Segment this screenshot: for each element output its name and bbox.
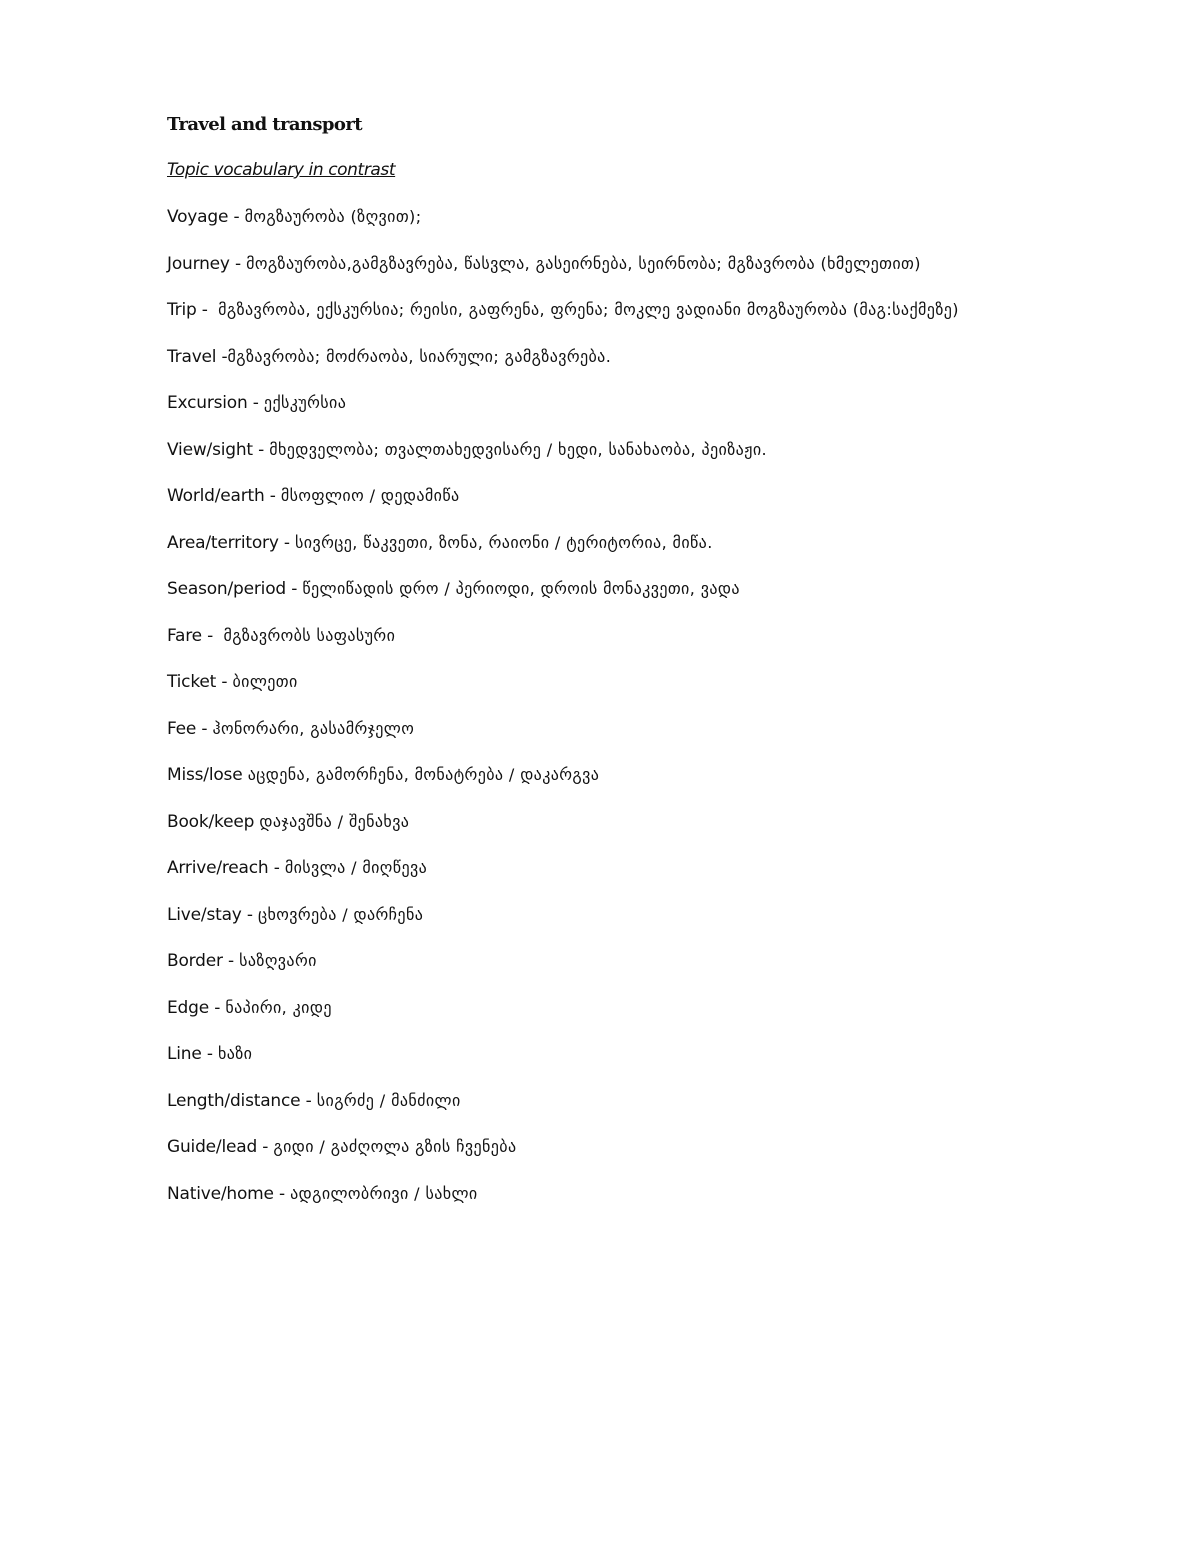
vocabulary-separator: - xyxy=(247,393,264,413)
vocabulary-definition: სივრცე, წაკვეთი, ზონა, რაიონი / ტერიტორია, მიწა. xyxy=(295,532,713,552)
vocabulary-term: Travel xyxy=(167,346,217,367)
vocabulary-definition: მგზავრობა; მოძრაობა, სიარული; გამგზავრება. xyxy=(227,346,612,366)
vocabulary-definition: დაჯავშნა / შენახვა xyxy=(259,811,410,831)
vocabulary-definition: მისვლა / მიღწევა xyxy=(284,858,428,877)
vocabulary-entry xyxy=(167,855,1177,902)
vocabulary-definition: ხაზი xyxy=(217,1044,253,1063)
vocabulary-definition: მოგზაურობა (ზღვით); xyxy=(244,207,422,226)
vocabulary-term: Live/stay xyxy=(167,904,242,925)
vocabulary-term: Length/distance xyxy=(167,1090,301,1111)
vocabulary-definition: ცხოვრება / დარჩენა xyxy=(258,904,424,924)
vocabulary-separator: - xyxy=(257,1137,274,1157)
vocabulary-separator: - xyxy=(268,858,285,878)
vocabulary-definition: საზღვარი xyxy=(239,951,317,970)
vocabulary-separator: - xyxy=(216,346,228,367)
vocabulary-entry xyxy=(167,1181,1177,1228)
vocabulary-definition: ბილეთი xyxy=(232,672,298,691)
vocabulary-entry xyxy=(167,809,1177,856)
vocabulary-definition: მსოფლიო / დედამიწა xyxy=(280,486,460,505)
vocabulary-list xyxy=(167,204,1177,1227)
vocabulary-entry xyxy=(167,948,1177,995)
vocabulary-definition: მოგზაურობა,გამგზავრება, წასვლა, გასეირნება, სეირნობა; მგზავრობა (ხმელეთით) xyxy=(246,253,921,273)
vocabulary-entry xyxy=(167,483,1177,530)
vocabulary-separator: - xyxy=(229,253,247,274)
vocabulary-separator: - xyxy=(201,625,224,646)
vocabulary-entry xyxy=(167,1134,1177,1181)
vocabulary-entry xyxy=(167,716,1177,763)
vocabulary-term: Book/keep xyxy=(167,811,255,832)
vocabulary-definition: ჰონორარი, გასამრჯელო xyxy=(212,718,415,738)
vocabulary-term: Voyage xyxy=(167,207,229,227)
vocabulary-entry xyxy=(167,576,1177,623)
vocabulary-term: Native/home xyxy=(167,1183,274,1204)
vocabulary-definition: წელიწადის დრო / პერიოდი, დროის მონაკვეთი, ვადა xyxy=(302,579,740,598)
vocabulary-term: Area/territory xyxy=(167,532,279,553)
vocabulary-separator: - xyxy=(228,207,245,227)
document-subtitle: Topic vocabulary in contrast xyxy=(167,160,396,180)
vocabulary-entry xyxy=(167,437,1177,484)
vocabulary-definition: ექსკურსია xyxy=(263,393,347,412)
vocabulary-entry xyxy=(167,251,1177,298)
vocabulary-entry xyxy=(167,390,1177,437)
vocabulary-separator: - xyxy=(285,579,303,599)
vocabulary-separator: - xyxy=(278,532,296,553)
vocabulary-entry xyxy=(167,623,1177,670)
vocabulary-term: Fee xyxy=(167,718,197,739)
vocabulary-term: Arrive/reach xyxy=(167,858,269,878)
vocabulary-entry xyxy=(167,1041,1177,1088)
vocabulary-term: Line xyxy=(167,1044,202,1064)
vocabulary-entry xyxy=(167,204,1177,251)
vocabulary-definition: აცდენა, გამორჩენა, მონატრება / დაკარგვა xyxy=(247,765,600,784)
vocabulary-entry xyxy=(167,297,1177,344)
vocabulary-separator: - xyxy=(222,951,240,971)
vocabulary-term: Excursion xyxy=(167,393,248,413)
vocabulary-definition: გიდი / გაძღოლა გზის ჩვენება xyxy=(273,1137,517,1156)
vocabulary-definition: მხედველობა; თვალთახედვისარე / ხედი, სანახაობა, პეიზაჟი. xyxy=(269,439,767,459)
vocabulary-separator: - xyxy=(241,904,258,925)
vocabulary-term: Guide/lead xyxy=(167,1137,258,1157)
vocabulary-entry xyxy=(167,530,1177,577)
vocabulary-term: Miss/lose xyxy=(167,765,243,785)
vocabulary-separator: - xyxy=(264,486,281,506)
vocabulary-entry xyxy=(167,762,1177,809)
vocabulary-term: Ticket xyxy=(167,672,217,692)
vocabulary-term: Journey xyxy=(167,253,230,274)
vocabulary-definition: ადგილობრივი / სახლი xyxy=(290,1183,478,1203)
vocabulary-term: Edge xyxy=(167,997,209,1018)
vocabulary-entry xyxy=(167,344,1177,391)
vocabulary-separator: - xyxy=(201,1044,218,1064)
vocabulary-term: Season/period xyxy=(167,579,286,599)
vocabulary-entry xyxy=(167,995,1177,1042)
vocabulary-definition: მგზავრობს საფასური xyxy=(223,625,396,645)
vocabulary-entry xyxy=(167,1088,1177,1135)
vocabulary-definition: სიგრძე / მანძილი xyxy=(316,1090,461,1110)
vocabulary-term: Border xyxy=(167,951,223,971)
vocabulary-separator: - xyxy=(196,300,219,320)
vocabulary-separator: - xyxy=(273,1183,291,1204)
vocabulary-definition: მგზავრობა, ექსკურსია; რეისი, გაფრენა, ფრენა; მოკლე ვადიანი მოგზაურობა (მაგ:საქმეზე) xyxy=(218,300,959,319)
document-title: Travel and transport xyxy=(167,114,362,135)
vocabulary-separator: - xyxy=(208,997,226,1018)
vocabulary-separator: - xyxy=(216,672,233,692)
vocabulary-separator: - xyxy=(196,718,213,739)
vocabulary-term: Trip xyxy=(167,300,197,320)
vocabulary-term: World/earth xyxy=(167,486,265,506)
vocabulary-definition: ნაპირი, კიდე xyxy=(225,997,332,1017)
vocabulary-term: Fare xyxy=(167,625,202,646)
vocabulary-separator: - xyxy=(300,1090,317,1111)
vocabulary-separator: - xyxy=(252,439,270,460)
vocabulary-entry xyxy=(167,902,1177,949)
vocabulary-term: View/sight xyxy=(167,439,253,460)
vocabulary-entry xyxy=(167,669,1177,716)
